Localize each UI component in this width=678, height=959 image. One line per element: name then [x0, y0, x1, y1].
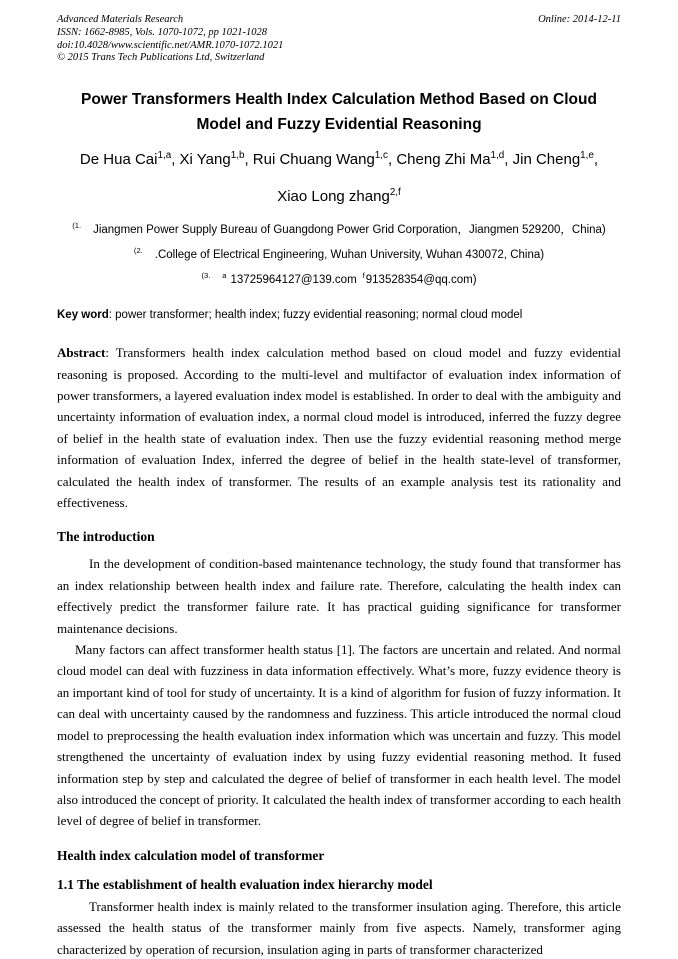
journal-header	[57, 14, 621, 65]
affiliation-1	[69, 220, 609, 241]
author-name: Xiao Long zhang	[277, 188, 390, 206]
affiliation-2-text: .College of Electrical Engineering, Wuhan University, Wuhan 430072, China)	[154, 249, 545, 262]
author	[277, 188, 401, 205]
abstract-label: Abstract	[57, 345, 106, 361]
author-sup: 1,a	[157, 150, 172, 162]
author	[513, 151, 598, 168]
author-sup: 1,b	[230, 150, 245, 162]
author-name: De Hua Cai	[79, 151, 158, 169]
author-sep: ,	[244, 151, 253, 169]
keywords-label: Key word	[57, 309, 109, 322]
paper-title: Power Transformers Health Index Calculation Method Based on Cloud Model and Fuzzy Evidential Reasoning	[81, 91, 597, 134]
affiliation-1-text: Jiangmen Power Supply Bureau of Guangdong Power Grid Corporation，Jiangmen 529200，China)	[93, 224, 606, 237]
keywords-text: : power transformer; health index; fuzzy evidential reasoning; normal cloud model	[108, 309, 523, 322]
subsection-heading-1-1: 1.1 The establishment of health evaluation index hierarchy model	[57, 876, 433, 892]
email-f: 913528354@qq.com)	[365, 274, 477, 287]
affiliations-block	[57, 220, 621, 291]
author-name: Xi Yang	[179, 151, 231, 169]
author-sup: 1,e	[580, 150, 594, 162]
author-sup: 1,c	[374, 150, 388, 162]
section-heading-introduction: The introduction	[57, 529, 155, 545]
author-sep: ,	[387, 151, 397, 169]
affiliation-2-marker: (2.	[133, 246, 143, 256]
author	[80, 151, 180, 168]
affiliation-2	[57, 245, 621, 266]
author	[253, 151, 397, 168]
abstract-paragraph	[57, 342, 621, 513]
keywords-line	[57, 308, 621, 323]
author-name: Jin Cheng	[512, 151, 581, 169]
author-sep: ,	[593, 151, 599, 169]
author-name: Rui Chuang Wang	[252, 151, 375, 169]
email-a-sup: a	[222, 271, 227, 281]
online-date: Online: 2014-12-11	[538, 14, 621, 25]
affiliation-1-marker: (1.	[72, 221, 82, 231]
section-heading-health-model: Health index calculation model of transformer	[57, 847, 325, 863]
email-a: 13725964127@139.com	[230, 274, 357, 287]
author	[180, 151, 253, 168]
abstract-text: : Transformers health index calculation method based on cloud model and fuzzy evidential reasoning is proposed. According to the multi-level and multifactor of evaluation index information of power transformers, a layered evaluation index model is established. In order to deal with the ambiguity and uncertainty information of evaluation index, a normal cloud model is introduced, inferred the fuzzy degree of belief in the health state of evaluation index. Then use the fuzzy evidential reasoning method merge information of evaluation Index, inferred the degree of belief in the health state-level of transformer, calculated the health index of transformer. The results of an example analysis test its rationality and effectiveness.	[57, 345, 621, 511]
introduction-paragraph-2: Many factors can affect transformer health status [1]. The factors are uncertain and related. And normal cloud model can deal with fuzziness in data information effectively. What’s more, fuzzy evidence theory is an important kind of tool for study of uncertainty. It is a kind of algorithm for fusion of fuzzy information. It can deal with uncertainty caused by the randomness and fuzziness. This article introduced the normal cloud model to preprocessing the health evaluation index information which was uncertain and fuzzy. This model strengthened the uncertainty of evaluation index by using fuzzy evidential reasoning method. It fused information step by step and calculated the degree of belief of transformer in each health level. The model also introduced the concept of priority. It calculated the health index of transformer according to each health level of degree of belief in transformer.	[57, 642, 621, 829]
doi-line: doi:10.4028/www.scientific.net/AMR.1070-1072.1021	[57, 39, 284, 51]
issn-line: ISSN: 1662-8985, Vols. 1070-1072, pp 1021-1028	[57, 26, 267, 38]
journal-name: Advanced Materials Research	[57, 14, 184, 25]
journal-info-block	[57, 14, 283, 65]
author-sup: 2,f	[389, 187, 401, 199]
author-sep: ,	[504, 151, 513, 169]
author-name: Cheng Zhi Ma	[396, 151, 491, 169]
author-sup: 1,d	[490, 150, 505, 162]
email-f-sup: f	[362, 271, 365, 281]
contact-marker: (3.	[201, 271, 211, 281]
copyright-line: © 2015 Trans Tech Publications Ltd, Switzerland	[57, 52, 265, 64]
health-model-paragraph-1: Transformer health index is mainly related to the transformer insulation aging. Therefore, this article assessed the health status of the transformer mainly from five aspects. Namely, transformer aging characterized by operation of recursion, insulation aging in parts of transformer characterized	[57, 898, 621, 957]
author-line-1	[57, 150, 621, 170]
contact-line	[57, 270, 621, 291]
author-sep: ,	[171, 151, 180, 169]
introduction-paragraph-1: In the development of condition-based maintenance technology, the study found that transformer has an index relationship between health index and failure rate. Therefore, calculating the health index can effectively predict the transformer failure rate. It has practical guiding significance for transformer maintenance decisions.	[57, 556, 621, 636]
author-line-2	[57, 187, 621, 207]
author	[396, 151, 512, 168]
